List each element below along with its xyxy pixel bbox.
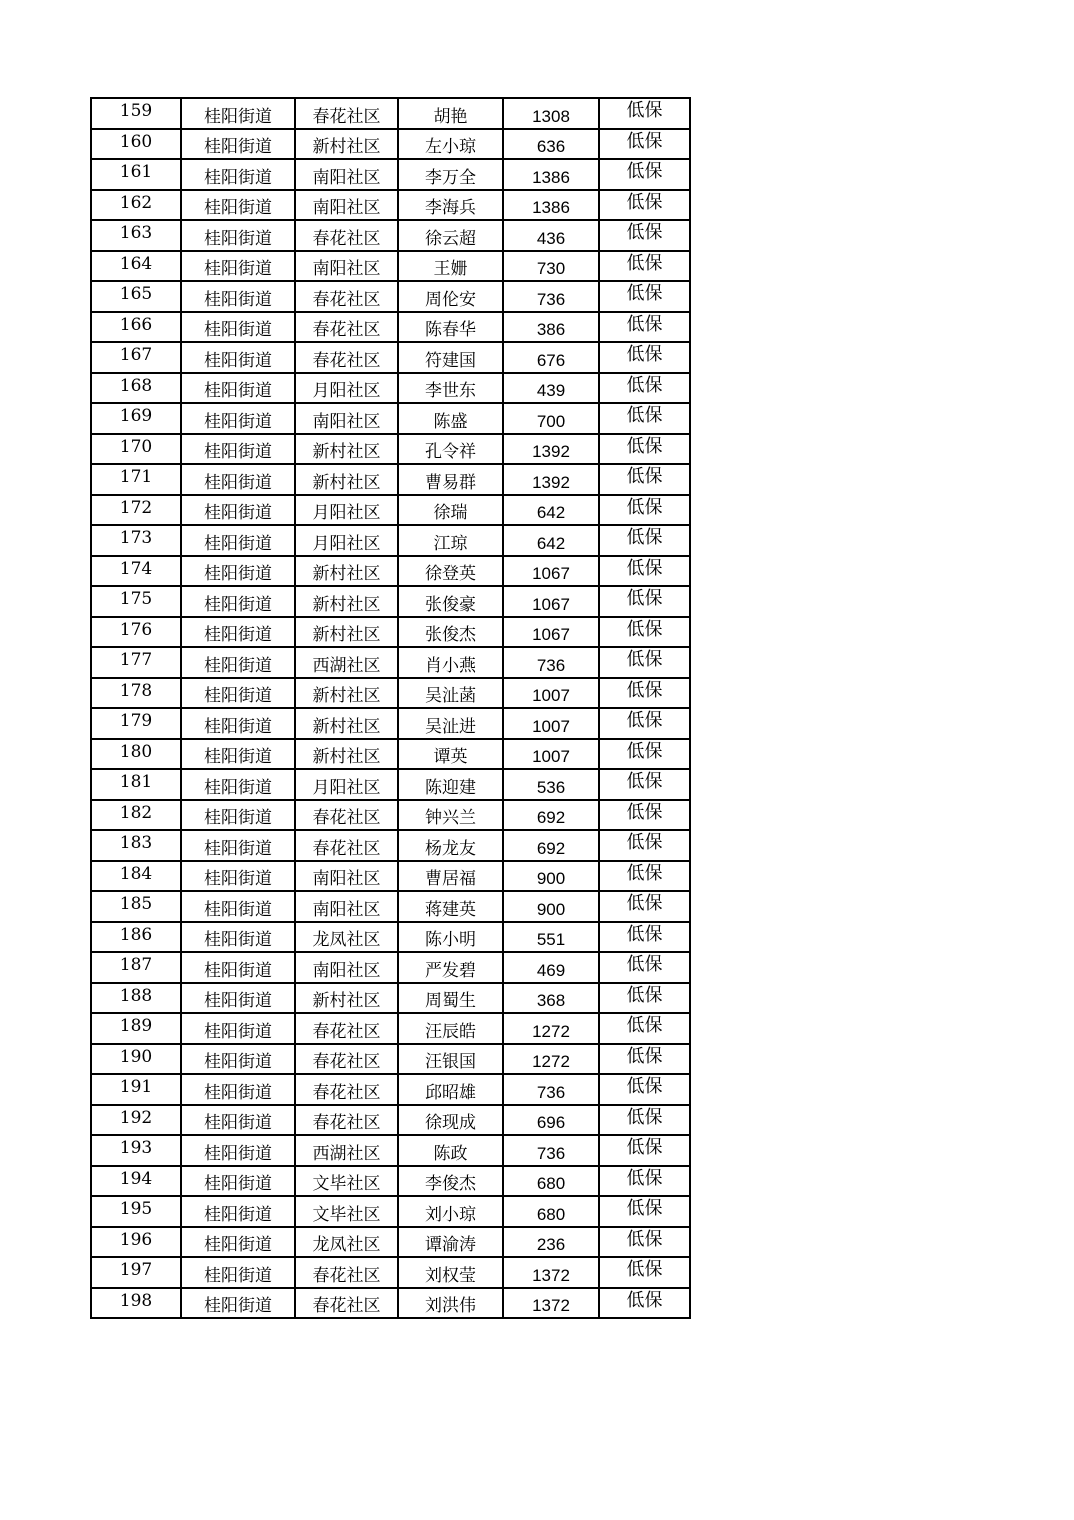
table-row — [91, 1135, 690, 1166]
table-row — [91, 220, 690, 251]
amount-cell: 368 — [503, 983, 599, 1014]
street-cell: 桂阳街道 — [181, 647, 295, 678]
table-row — [91, 281, 690, 312]
table-row — [91, 1105, 690, 1136]
community-cell: 月阳社区 — [295, 525, 398, 556]
row-index-cell: 159 — [91, 98, 181, 129]
aid-type-cell: 低保 — [599, 464, 690, 495]
amount-cell: 1067 — [503, 617, 599, 648]
person-name-cell: 杨龙友 — [398, 830, 503, 861]
person-name-cell: 陈迎建 — [398, 769, 503, 800]
table-row — [91, 769, 690, 800]
amount-cell: 730 — [503, 251, 599, 282]
community-cell: 春花社区 — [295, 800, 398, 831]
aid-type-cell: 低保 — [599, 678, 690, 709]
aid-type-cell: 低保 — [599, 800, 690, 831]
aid-type-cell: 低保 — [599, 983, 690, 1014]
street-cell: 桂阳街道 — [181, 495, 295, 526]
community-cell: 新村社区 — [295, 434, 398, 465]
person-name-cell: 徐云超 — [398, 220, 503, 251]
street-cell: 桂阳街道 — [181, 342, 295, 373]
row-index-cell: 164 — [91, 251, 181, 282]
person-name-cell: 汪银国 — [398, 1044, 503, 1075]
community-cell: 西湖社区 — [295, 1135, 398, 1166]
street-cell: 桂阳街道 — [181, 891, 295, 922]
row-index-cell: 184 — [91, 861, 181, 892]
person-name-cell: 曹易群 — [398, 464, 503, 495]
table-row — [91, 800, 690, 831]
aid-type-cell: 低保 — [599, 403, 690, 434]
aid-type-cell: 低保 — [599, 1135, 690, 1166]
row-index-cell: 191 — [91, 1074, 181, 1105]
amount-cell: 1372 — [503, 1288, 599, 1319]
person-name-cell: 刘小琼 — [398, 1196, 503, 1227]
row-index-cell: 162 — [91, 190, 181, 221]
table-row — [91, 708, 690, 739]
person-name-cell: 徐瑞 — [398, 495, 503, 526]
aid-type-cell: 低保 — [599, 220, 690, 251]
aid-type-cell: 低保 — [599, 617, 690, 648]
person-name-cell: 刘洪伟 — [398, 1288, 503, 1319]
aid-type-cell: 低保 — [599, 739, 690, 770]
street-cell: 桂阳街道 — [181, 1257, 295, 1288]
aid-type-cell: 低保 — [599, 952, 690, 983]
person-name-cell: 左小琼 — [398, 129, 503, 160]
street-cell: 桂阳街道 — [181, 556, 295, 587]
row-index-cell: 186 — [91, 922, 181, 953]
row-index-cell: 160 — [91, 129, 181, 160]
amount-cell: 900 — [503, 891, 599, 922]
aid-type-cell: 低保 — [599, 434, 690, 465]
community-cell: 春花社区 — [295, 1257, 398, 1288]
community-cell: 龙凤社区 — [295, 922, 398, 953]
person-name-cell: 徐登英 — [398, 556, 503, 587]
community-cell: 南阳社区 — [295, 861, 398, 892]
amount-cell: 680 — [503, 1166, 599, 1197]
row-index-cell: 167 — [91, 342, 181, 373]
amount-cell: 1007 — [503, 708, 599, 739]
amount-cell: 386 — [503, 312, 599, 343]
person-name-cell: 李俊杰 — [398, 1166, 503, 1197]
table-row — [91, 617, 690, 648]
table-row — [91, 190, 690, 221]
table-row — [91, 556, 690, 587]
amount-cell: 551 — [503, 922, 599, 953]
street-cell: 桂阳街道 — [181, 952, 295, 983]
person-name-cell: 李世东 — [398, 373, 503, 404]
row-index-cell: 185 — [91, 891, 181, 922]
row-index-cell: 197 — [91, 1257, 181, 1288]
street-cell: 桂阳街道 — [181, 159, 295, 190]
community-cell: 春花社区 — [295, 830, 398, 861]
person-name-cell: 孔令祥 — [398, 434, 503, 465]
amount-cell: 696 — [503, 1105, 599, 1136]
street-cell: 桂阳街道 — [181, 830, 295, 861]
aid-type-cell: 低保 — [599, 1288, 690, 1319]
row-index-cell: 183 — [91, 830, 181, 861]
street-cell: 桂阳街道 — [181, 373, 295, 404]
street-cell: 桂阳街道 — [181, 1013, 295, 1044]
table-row — [91, 983, 690, 1014]
table-row — [91, 251, 690, 282]
aid-type-cell: 低保 — [599, 281, 690, 312]
amount-cell: 736 — [503, 1135, 599, 1166]
table-row — [91, 403, 690, 434]
aid-type-cell: 低保 — [599, 922, 690, 953]
community-cell: 新村社区 — [295, 129, 398, 160]
community-cell: 春花社区 — [295, 281, 398, 312]
table-row — [91, 952, 690, 983]
table-row — [91, 1257, 690, 1288]
person-name-cell: 吴沚菡 — [398, 678, 503, 709]
amount-cell: 642 — [503, 495, 599, 526]
street-cell: 桂阳街道 — [181, 1135, 295, 1166]
row-index-cell: 171 — [91, 464, 181, 495]
aid-type-cell: 低保 — [599, 373, 690, 404]
aid-type-cell: 低保 — [599, 769, 690, 800]
row-index-cell: 189 — [91, 1013, 181, 1044]
aid-type-cell: 低保 — [599, 1166, 690, 1197]
amount-cell: 1067 — [503, 556, 599, 587]
person-name-cell: 徐现成 — [398, 1105, 503, 1136]
person-name-cell: 陈政 — [398, 1135, 503, 1166]
row-index-cell: 177 — [91, 647, 181, 678]
community-cell: 春花社区 — [295, 1105, 398, 1136]
person-name-cell: 蒋建英 — [398, 891, 503, 922]
street-cell: 桂阳街道 — [181, 769, 295, 800]
row-index-cell: 190 — [91, 1044, 181, 1075]
amount-cell: 736 — [503, 647, 599, 678]
recipient-table-body — [91, 98, 690, 1318]
amount-cell: 636 — [503, 129, 599, 160]
person-name-cell: 陈盛 — [398, 403, 503, 434]
street-cell: 桂阳街道 — [181, 464, 295, 495]
aid-type-cell: 低保 — [599, 830, 690, 861]
amount-cell: 469 — [503, 952, 599, 983]
table-row — [91, 495, 690, 526]
aid-type-cell: 低保 — [599, 1227, 690, 1258]
table-row — [91, 342, 690, 373]
table-row — [91, 647, 690, 678]
row-index-cell: 178 — [91, 678, 181, 709]
person-name-cell: 钟兴兰 — [398, 800, 503, 831]
amount-cell: 1392 — [503, 434, 599, 465]
person-name-cell: 周蜀生 — [398, 983, 503, 1014]
aid-type-cell: 低保 — [599, 586, 690, 617]
person-name-cell: 邱昭雄 — [398, 1074, 503, 1105]
aid-type-cell: 低保 — [599, 190, 690, 221]
person-name-cell: 陈春华 — [398, 312, 503, 343]
table-row — [91, 1013, 690, 1044]
row-index-cell: 196 — [91, 1227, 181, 1258]
community-cell: 春花社区 — [295, 1013, 398, 1044]
table-row — [91, 861, 690, 892]
street-cell: 桂阳街道 — [181, 1227, 295, 1258]
amount-cell: 236 — [503, 1227, 599, 1258]
amount-cell: 700 — [503, 403, 599, 434]
community-cell: 新村社区 — [295, 708, 398, 739]
amount-cell: 736 — [503, 1074, 599, 1105]
row-index-cell: 175 — [91, 586, 181, 617]
amount-cell: 1392 — [503, 464, 599, 495]
community-cell: 春花社区 — [295, 220, 398, 251]
street-cell: 桂阳街道 — [181, 1105, 295, 1136]
amount-cell: 1007 — [503, 678, 599, 709]
community-cell: 南阳社区 — [295, 403, 398, 434]
table-row — [91, 373, 690, 404]
person-name-cell: 陈小明 — [398, 922, 503, 953]
row-index-cell: 170 — [91, 434, 181, 465]
person-name-cell: 江琼 — [398, 525, 503, 556]
community-cell: 春花社区 — [295, 312, 398, 343]
community-cell: 春花社区 — [295, 1044, 398, 1075]
amount-cell: 1308 — [503, 98, 599, 129]
street-cell: 桂阳街道 — [181, 708, 295, 739]
community-cell: 月阳社区 — [295, 373, 398, 404]
amount-cell: 900 — [503, 861, 599, 892]
row-index-cell: 161 — [91, 159, 181, 190]
aid-type-cell: 低保 — [599, 861, 690, 892]
amount-cell: 692 — [503, 830, 599, 861]
community-cell: 新村社区 — [295, 556, 398, 587]
amount-cell: 1272 — [503, 1013, 599, 1044]
community-cell: 南阳社区 — [295, 159, 398, 190]
street-cell: 桂阳街道 — [181, 190, 295, 221]
table-row — [91, 922, 690, 953]
amount-cell: 1272 — [503, 1044, 599, 1075]
aid-type-cell: 低保 — [599, 312, 690, 343]
street-cell: 桂阳街道 — [181, 434, 295, 465]
aid-type-cell: 低保 — [599, 708, 690, 739]
row-index-cell: 173 — [91, 525, 181, 556]
row-index-cell: 172 — [91, 495, 181, 526]
table-row — [91, 891, 690, 922]
street-cell: 桂阳街道 — [181, 281, 295, 312]
aid-type-cell: 低保 — [599, 1044, 690, 1075]
row-index-cell: 195 — [91, 1196, 181, 1227]
row-index-cell: 187 — [91, 952, 181, 983]
street-cell: 桂阳街道 — [181, 586, 295, 617]
community-cell: 文毕社区 — [295, 1166, 398, 1197]
amount-cell: 536 — [503, 769, 599, 800]
street-cell: 桂阳街道 — [181, 983, 295, 1014]
community-cell: 新村社区 — [295, 617, 398, 648]
community-cell: 新村社区 — [295, 678, 398, 709]
table-row — [91, 1196, 690, 1227]
table-row — [91, 434, 690, 465]
aid-type-cell: 低保 — [599, 556, 690, 587]
table-row — [91, 739, 690, 770]
amount-cell: 1386 — [503, 159, 599, 190]
street-cell: 桂阳街道 — [181, 678, 295, 709]
person-name-cell: 吴沚进 — [398, 708, 503, 739]
row-index-cell: 168 — [91, 373, 181, 404]
street-cell: 桂阳街道 — [181, 1288, 295, 1319]
aid-type-cell: 低保 — [599, 647, 690, 678]
street-cell: 桂阳街道 — [181, 739, 295, 770]
row-index-cell: 188 — [91, 983, 181, 1014]
community-cell: 南阳社区 — [295, 952, 398, 983]
person-name-cell: 谭英 — [398, 739, 503, 770]
aid-type-cell: 低保 — [599, 251, 690, 282]
aid-type-cell: 低保 — [599, 98, 690, 129]
street-cell: 桂阳街道 — [181, 403, 295, 434]
amount-cell: 692 — [503, 800, 599, 831]
community-cell: 新村社区 — [295, 983, 398, 1014]
table-row — [91, 830, 690, 861]
table-row — [91, 1044, 690, 1075]
aid-type-cell: 低保 — [599, 342, 690, 373]
row-index-cell: 166 — [91, 312, 181, 343]
row-index-cell: 182 — [91, 800, 181, 831]
person-name-cell: 符建国 — [398, 342, 503, 373]
community-cell: 月阳社区 — [295, 495, 398, 526]
amount-cell: 439 — [503, 373, 599, 404]
recipient-table — [90, 97, 691, 1319]
person-name-cell: 张俊杰 — [398, 617, 503, 648]
table-row — [91, 1227, 690, 1258]
person-name-cell: 曹居福 — [398, 861, 503, 892]
community-cell: 月阳社区 — [295, 769, 398, 800]
row-index-cell: 163 — [91, 220, 181, 251]
person-name-cell: 胡艳 — [398, 98, 503, 129]
table-row — [91, 678, 690, 709]
street-cell: 桂阳街道 — [181, 1074, 295, 1105]
aid-type-cell: 低保 — [599, 159, 690, 190]
aid-type-cell: 低保 — [599, 1074, 690, 1105]
aid-type-cell: 低保 — [599, 1196, 690, 1227]
community-cell: 春花社区 — [295, 98, 398, 129]
street-cell: 桂阳街道 — [181, 220, 295, 251]
community-cell: 龙凤社区 — [295, 1227, 398, 1258]
street-cell: 桂阳街道 — [181, 922, 295, 953]
aid-type-cell: 低保 — [599, 495, 690, 526]
amount-cell: 736 — [503, 281, 599, 312]
amount-cell: 676 — [503, 342, 599, 373]
row-index-cell: 174 — [91, 556, 181, 587]
amount-cell: 680 — [503, 1196, 599, 1227]
table-row — [91, 159, 690, 190]
community-cell: 西湖社区 — [295, 647, 398, 678]
amount-cell: 1067 — [503, 586, 599, 617]
person-name-cell: 李海兵 — [398, 190, 503, 221]
person-name-cell: 王姗 — [398, 251, 503, 282]
person-name-cell: 张俊豪 — [398, 586, 503, 617]
community-cell: 文毕社区 — [295, 1196, 398, 1227]
row-index-cell: 165 — [91, 281, 181, 312]
street-cell: 桂阳街道 — [181, 98, 295, 129]
community-cell: 春花社区 — [295, 342, 398, 373]
table-row — [91, 129, 690, 160]
row-index-cell: 169 — [91, 403, 181, 434]
street-cell: 桂阳街道 — [181, 312, 295, 343]
street-cell: 桂阳街道 — [181, 1166, 295, 1197]
table-row — [91, 1288, 690, 1319]
street-cell: 桂阳街道 — [181, 1196, 295, 1227]
person-name-cell: 李万全 — [398, 159, 503, 190]
aid-type-cell: 低保 — [599, 1257, 690, 1288]
table-row — [91, 98, 690, 129]
row-index-cell: 192 — [91, 1105, 181, 1136]
row-index-cell: 194 — [91, 1166, 181, 1197]
row-index-cell: 193 — [91, 1135, 181, 1166]
community-cell: 南阳社区 — [295, 891, 398, 922]
table-row — [91, 1074, 690, 1105]
person-name-cell: 汪辰皓 — [398, 1013, 503, 1044]
row-index-cell: 198 — [91, 1288, 181, 1319]
community-cell: 新村社区 — [295, 586, 398, 617]
person-name-cell: 周伦安 — [398, 281, 503, 312]
person-name-cell: 刘权莹 — [398, 1257, 503, 1288]
community-cell: 春花社区 — [295, 1074, 398, 1105]
aid-type-cell: 低保 — [599, 1013, 690, 1044]
amount-cell: 1372 — [503, 1257, 599, 1288]
row-index-cell: 176 — [91, 617, 181, 648]
amount-cell: 642 — [503, 525, 599, 556]
community-cell: 南阳社区 — [295, 251, 398, 282]
person-name-cell: 严发碧 — [398, 952, 503, 983]
amount-cell: 1386 — [503, 190, 599, 221]
row-index-cell: 179 — [91, 708, 181, 739]
street-cell: 桂阳街道 — [181, 861, 295, 892]
aid-type-cell: 低保 — [599, 129, 690, 160]
table-row — [91, 586, 690, 617]
community-cell: 新村社区 — [295, 739, 398, 770]
street-cell: 桂阳街道 — [181, 129, 295, 160]
street-cell: 桂阳街道 — [181, 1044, 295, 1075]
street-cell: 桂阳街道 — [181, 800, 295, 831]
table-row — [91, 525, 690, 556]
person-name-cell: 谭渝涛 — [398, 1227, 503, 1258]
row-index-cell: 180 — [91, 739, 181, 770]
table-row — [91, 1166, 690, 1197]
street-cell: 桂阳街道 — [181, 525, 295, 556]
community-cell: 南阳社区 — [295, 190, 398, 221]
table-row — [91, 312, 690, 343]
amount-cell: 1007 — [503, 739, 599, 770]
table-row — [91, 464, 690, 495]
community-cell: 春花社区 — [295, 1288, 398, 1319]
row-index-cell: 181 — [91, 769, 181, 800]
street-cell: 桂阳街道 — [181, 251, 295, 282]
aid-type-cell: 低保 — [599, 1105, 690, 1136]
street-cell: 桂阳街道 — [181, 617, 295, 648]
amount-cell: 436 — [503, 220, 599, 251]
aid-type-cell: 低保 — [599, 891, 690, 922]
community-cell: 新村社区 — [295, 464, 398, 495]
aid-type-cell: 低保 — [599, 525, 690, 556]
person-name-cell: 肖小燕 — [398, 647, 503, 678]
